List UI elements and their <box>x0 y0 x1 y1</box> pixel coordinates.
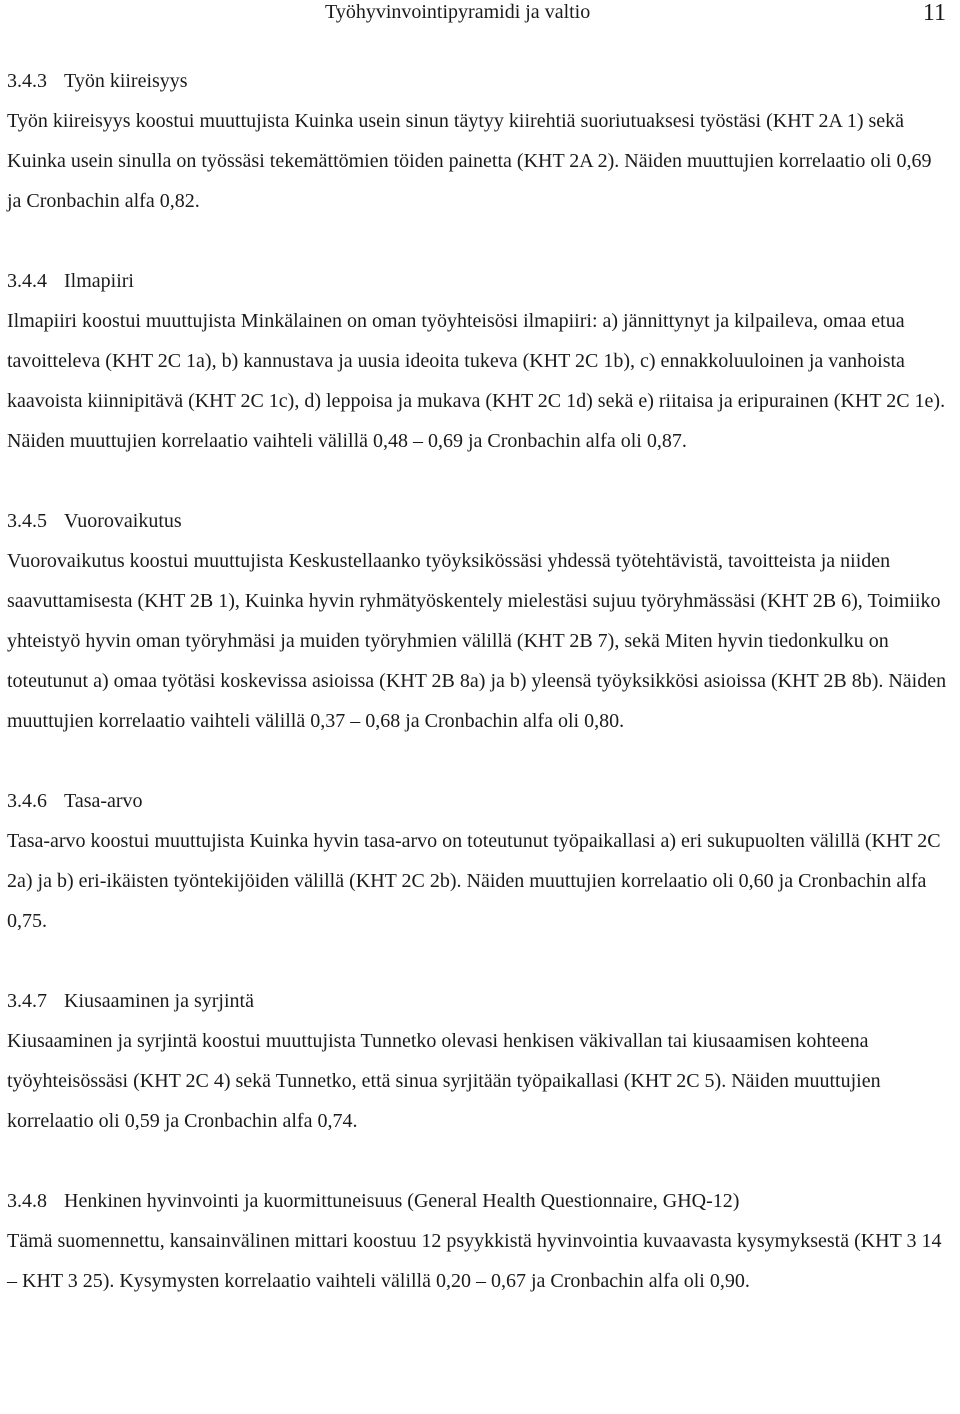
section-3-4-7 <box>7 981 947 1141</box>
section-heading <box>7 261 947 301</box>
running-title: Työhyvinvointipyramidi ja valtio <box>325 1 591 23</box>
section-number: 3.4.6 <box>7 790 47 812</box>
section-title: Kiusaaminen ja syrjintä <box>64 990 254 1012</box>
section-paragraph: Ilmapiiri koostui muuttujista Minkälainen on oman työyhteisösi ilmapiiri: a) jännittynyt ja kilpaileva, omaa etua tavoitteleva (KHT 2C 1a), b) kannustava ja uusia ideoita tukeva (KHT 2C 1b), c) ennakkoluuloinen ja vanhoista kaavoista kiinnipitävä (KHT 2C 1c), d) leppoisa ja mukava (KHT 2C 1d) sekä e) riitaisa ja eripurainen (KHT 2C 1e). Näiden muuttujien korrelaatio vaihteli välillä 0,48 – 0,69 ja Cronbachin alfa oli 0,87. <box>7 310 946 452</box>
section-paragraph: Kiusaaminen ja syrjintä koostui muuttujista Tunnetko olevasi henkisen väkivallan tai kiusaamisen kohteena työyhteisössäsi (KHT 2C 4) sekä Tunnetko, että sinua syrjitään työpaikallasi (KHT 2C 5). Näiden muuttujien korrelaatio oli 0,59 ja Cronbachin alfa 0,74. <box>7 1030 881 1132</box>
section-3-4-8 <box>7 1181 947 1301</box>
section-title: Työn kiireisyys <box>64 70 188 92</box>
section-title: Ilmapiiri <box>64 270 134 292</box>
section-number: 3.4.7 <box>7 990 47 1012</box>
section-heading <box>7 501 947 541</box>
section-heading <box>7 1181 947 1221</box>
section-number: 3.4.3 <box>7 70 47 92</box>
section-number: 3.4.8 <box>7 1190 47 1212</box>
section-3-4-3 <box>7 61 947 221</box>
section-paragraph: Vuorovaikutus koostui muuttujista Keskustellaanko työyksikössäsi yhdessä työtehtävistä, tavoitteista ja niiden saavuttamisesta (KHT 2B 1), Kuinka hyvin ryhmätyöskentely mielestäsi sujuu työryhmässäsi (KHT 2B 6), Toimiiko yhteistyö hyvin oman työryhmäsi ja muiden työryhmien välillä (KHT 2B 7), sekä Miten hyvin tiedonkulku on toteutunut a) omaa työtäsi koskevissa asioissa (KHT 2B 8a) ja b) yleensä työyksikkösi asioissa (KHT 2B 8b). Näiden muuttujien korrelaatio vaihteli välillä 0,37 – 0,68 ja Cronbachin alfa oli 0,80. <box>7 550 947 732</box>
section-heading <box>7 61 947 101</box>
document-body <box>7 61 947 1301</box>
section-heading <box>7 981 947 1021</box>
section-title: Vuorovaikutus <box>64 510 182 532</box>
section-paragraph: Tasa-arvo koostui muuttujista Kuinka hyvin tasa-arvo on toteutunut työpaikallasi a) eri sukupuolten välillä (KHT 2C 2a) ja b) eri-ikäisten työntekijöiden välillä (KHT 2C 2b). Näiden muuttujien korrelaatio oli 0,60 ja Cronbachin alfa 0,75. <box>7 830 941 932</box>
section-3-4-5 <box>7 501 947 741</box>
section-number: 3.4.4 <box>7 270 47 292</box>
section-3-4-4 <box>7 261 947 461</box>
section-number: 3.4.5 <box>7 510 47 532</box>
section-paragraph: Työn kiireisyys koostui muuttujista Kuinka usein sinun täytyy kiirehtiä suoriutuaksesi työstäsi (KHT 2A 1) sekä Kuinka usein sinulla on työssäsi tekemättömien töiden painetta (KHT 2A 2). Näiden muuttujien korrelaatio oli 0,69 ja Cronbachin alfa 0,82. <box>7 110 932 212</box>
section-heading <box>7 781 947 821</box>
section-paragraph: Tämä suomennettu, kansainvälinen mittari koostuu 12 psyykkistä hyvinvointia kuvaavasta kysymyksestä (KHT 3 14 – KHT 3 25). Kysymysten korrelaatio vaihteli välillä 0,20 – 0,67 ja Cronbachin alfa oli 0,90. <box>7 1230 942 1292</box>
section-title: Henkinen hyvinvointi ja kuormittuneisuus (General Health Questionnaire, GHQ-12) <box>64 1190 740 1212</box>
section-3-4-6 <box>7 781 947 941</box>
section-title: Tasa-arvo <box>64 790 143 812</box>
page-number: 11 <box>922 0 946 26</box>
page-header <box>0 0 960 28</box>
